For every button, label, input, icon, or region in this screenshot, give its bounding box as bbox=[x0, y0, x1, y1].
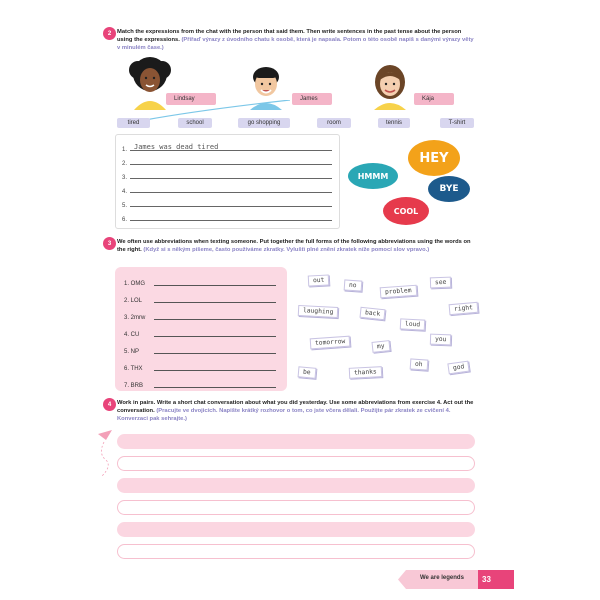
word-card-thanks[interactable]: thanks bbox=[349, 366, 382, 379]
example-answer: James was dead tired bbox=[134, 143, 219, 151]
bubble-bye: BYE bbox=[428, 176, 470, 202]
chat-bubble-line-6[interactable] bbox=[117, 544, 475, 559]
chip-go-shopping[interactable]: go shopping bbox=[238, 118, 290, 128]
chip-room[interactable]: room bbox=[317, 118, 351, 128]
word-card-oh[interactable]: oh bbox=[410, 358, 428, 370]
abbr-label: 1. OMG bbox=[124, 281, 146, 287]
word-card-right[interactable]: right bbox=[449, 302, 479, 315]
answer-line-2[interactable] bbox=[122, 155, 332, 167]
abbr-row-1[interactable] bbox=[124, 277, 284, 287]
word-card-no[interactable]: no bbox=[344, 279, 362, 291]
instruction-cz: (Přiřaď výrazy z úvodního chatu k osobě, která je napsala. Potom o této osobě napiš s danými výrazy věty v minulém čase.) bbox=[117, 37, 474, 51]
chip-tired[interactable]: tired bbox=[117, 118, 150, 128]
abbr-label: 4. CU bbox=[124, 332, 140, 338]
chat-bubble-line-2[interactable] bbox=[117, 456, 475, 471]
exercise-2-instruction bbox=[117, 28, 477, 52]
word-card-out[interactable]: out bbox=[308, 274, 330, 286]
abbr-row-5[interactable] bbox=[124, 345, 284, 355]
answer-line-1[interactable] bbox=[122, 141, 332, 153]
answer-line-3[interactable] bbox=[122, 169, 332, 181]
chat-bubble-line-3[interactable] bbox=[117, 478, 475, 493]
line-number: 4. bbox=[122, 189, 128, 195]
abbr-label: 3. 2mrw bbox=[124, 315, 146, 321]
bubble-hey: HEY bbox=[408, 140, 460, 176]
line-number: 5. bbox=[122, 203, 128, 209]
instruction-en: Match the expressions from the chat with the person that said them. Then write sentences in the past tense about the person using the expressions. bbox=[117, 29, 462, 43]
exercise-2-number: 2 bbox=[103, 27, 116, 40]
line-number: 6. bbox=[122, 217, 128, 223]
chat-bubble-line-4[interactable] bbox=[117, 500, 475, 515]
word-card-laughing[interactable]: laughing bbox=[298, 305, 339, 318]
chip-school[interactable]: school bbox=[178, 118, 212, 128]
abbr-row-3[interactable] bbox=[124, 311, 284, 321]
kaja-avatar bbox=[368, 62, 412, 110]
word-card-back[interactable]: back bbox=[359, 307, 385, 321]
chip-tshirt[interactable]: T-shirt bbox=[440, 118, 474, 128]
name-tag-lindsay: Lindsay bbox=[166, 93, 216, 105]
answer-line-4[interactable] bbox=[122, 183, 332, 195]
word-card-loud[interactable]: loud bbox=[400, 318, 426, 330]
exercise-3-number: 3 bbox=[103, 237, 116, 250]
exercise-4-number: 4 bbox=[103, 398, 116, 411]
abbr-label: 6. THX bbox=[124, 366, 143, 372]
exercise-3-instruction bbox=[117, 238, 477, 254]
section-title: We are legends bbox=[420, 575, 464, 581]
line-number: 3. bbox=[122, 175, 128, 181]
line-number: 2. bbox=[122, 161, 128, 167]
word-card-problem[interactable]: problem bbox=[380, 285, 417, 299]
answer-line-6[interactable] bbox=[122, 211, 332, 223]
instruction-en: Work in pairs. Write a short chat conversation about what you did yesterday. Use some abbreviations from exercise 4. Act out the conversation. bbox=[117, 400, 474, 414]
abbr-row-4[interactable] bbox=[124, 328, 284, 338]
abbr-label: 7. BRB bbox=[124, 383, 144, 389]
line-number: 1. bbox=[122, 147, 128, 153]
chat-bubble-line-5[interactable] bbox=[117, 522, 475, 537]
abbr-label: 5. NP bbox=[124, 349, 140, 355]
bubble-hmmm: HMMM bbox=[348, 163, 398, 189]
abbr-row-2[interactable] bbox=[124, 294, 284, 304]
word-card-be[interactable]: be bbox=[298, 366, 316, 378]
word-card-tomorrow[interactable]: tomorrow bbox=[310, 336, 351, 350]
chat-bubble-line-1[interactable] bbox=[117, 434, 475, 449]
bubble-cool: COOL bbox=[383, 197, 429, 225]
instruction-en: We often use abbreviations when texting someone. Put together the full forms of the following abbreviations using the words on the right. bbox=[117, 239, 471, 253]
word-card-my[interactable]: my bbox=[371, 340, 390, 353]
exercise-2-answer-box bbox=[115, 134, 340, 229]
page-number: 33 bbox=[478, 570, 514, 589]
name-tag-kaja: Kája bbox=[414, 93, 454, 105]
name-tag-james: James bbox=[292, 93, 332, 105]
word-card-god[interactable]: god bbox=[447, 361, 470, 375]
abbr-label: 2. LOL bbox=[124, 298, 143, 304]
word-card-you[interactable]: you bbox=[430, 334, 452, 346]
chip-tennis[interactable]: tennis bbox=[378, 118, 410, 128]
abbr-row-6[interactable] bbox=[124, 362, 284, 372]
abbr-row-7[interactable] bbox=[124, 379, 284, 389]
instruction-cz: (Když si s někým píšeme, často používáme zkratky. Vyluštì plné znění zkratek níže pomocí slov vpravo.) bbox=[143, 247, 430, 253]
word-card-see[interactable]: see bbox=[430, 277, 452, 289]
paper-plane-icon bbox=[96, 428, 114, 478]
exercise-4-instruction bbox=[117, 399, 477, 423]
instruction-cz: (Pracujte ve dvojicích. Napište krátký rozhovor o tom, co jste včera dělali. Použijte pár zkratek ze cvičení 4. Konverzaci pak sehrajte.) bbox=[117, 408, 451, 422]
answer-line-5[interactable] bbox=[122, 197, 332, 209]
